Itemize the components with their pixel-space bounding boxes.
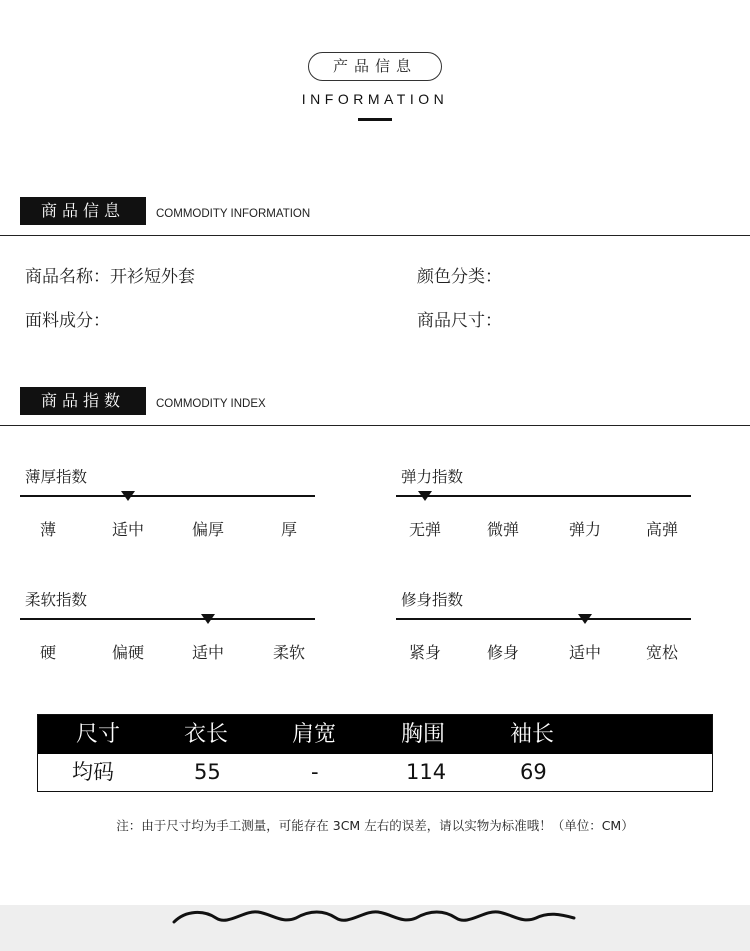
color-field: 颜色分类： [417,267,502,287]
size-table-header-cell: 尺寸 [76,722,121,747]
size-table [37,714,713,792]
elasticity-label: 高弹 [645,520,678,539]
elasticity-label: 弹力 [568,520,601,539]
size-table-cell: 均码 [72,760,114,784]
thickness-scale-line [20,495,315,497]
commodity-info-label: 商品信息 [20,197,146,225]
information-title: INFORMATION [301,91,449,107]
fabric-field: 面料成分： [25,311,110,331]
size-field: 商品尺寸： [417,311,502,331]
title-underline [358,118,392,121]
fit-marker-icon [578,614,592,624]
commodity-index-label: 商品指数 [20,387,146,415]
fit-scale-line [396,618,691,620]
softness-marker-icon [201,614,215,624]
measurement-note: 注：由于尺寸均为手工测量，可能存在 3CM 左右的误差，请以实物为标准哦！（单位：CM） [116,818,634,833]
product-name-field: 商品名称：开衫短外套 [25,267,195,287]
size-table-header-cell: 胸围 [401,722,446,747]
thickness-label: 偏厚 [191,520,224,539]
product-info-pill: 产品信息 [308,52,442,81]
size-table-cell: 55 [194,760,221,784]
elasticity-label: 微弹 [486,520,519,539]
size-table-header-cell: 肩宽 [292,722,337,747]
softness-label: 适中 [191,643,224,662]
commodity-index-sub: COMMODITY INDEX [156,398,266,410]
size-table-cell: 69 [520,760,547,784]
section-divider [0,425,750,426]
thickness-index-title: 薄厚指数 [25,468,88,486]
thickness-marker-icon [121,491,135,501]
thickness-label: 厚 [280,520,297,539]
size-table-header-cell: 袖长 [510,722,555,747]
thickness-label: 薄 [39,520,56,539]
elasticity-label: 无弹 [408,520,441,539]
fit-label: 紧身 [408,643,441,662]
softness-scale-line [20,618,315,620]
size-table-header-cell: 衣长 [184,722,229,747]
size-table-cell: 114 [406,760,447,784]
size-table-header [38,715,712,754]
fit-index-title: 修身指数 [401,591,464,609]
section-divider [0,235,750,236]
softness-label: 硬 [39,643,56,662]
fit-label: 修身 [486,643,519,662]
wave-divider-icon [0,900,750,940]
elasticity-index-title: 弹力指数 [401,468,464,486]
size-table-cell: - [311,760,319,784]
elasticity-scale-line [396,495,691,497]
fit-label: 宽松 [645,643,678,662]
fit-label: 适中 [568,643,601,662]
elasticity-marker-icon [418,491,432,501]
softness-label: 偏硬 [111,643,144,662]
thickness-label: 适中 [111,520,144,539]
softness-label: 柔软 [272,643,305,662]
commodity-info-sub: COMMODITY INFORMATION [156,208,311,220]
softness-index-title: 柔软指数 [25,591,88,609]
